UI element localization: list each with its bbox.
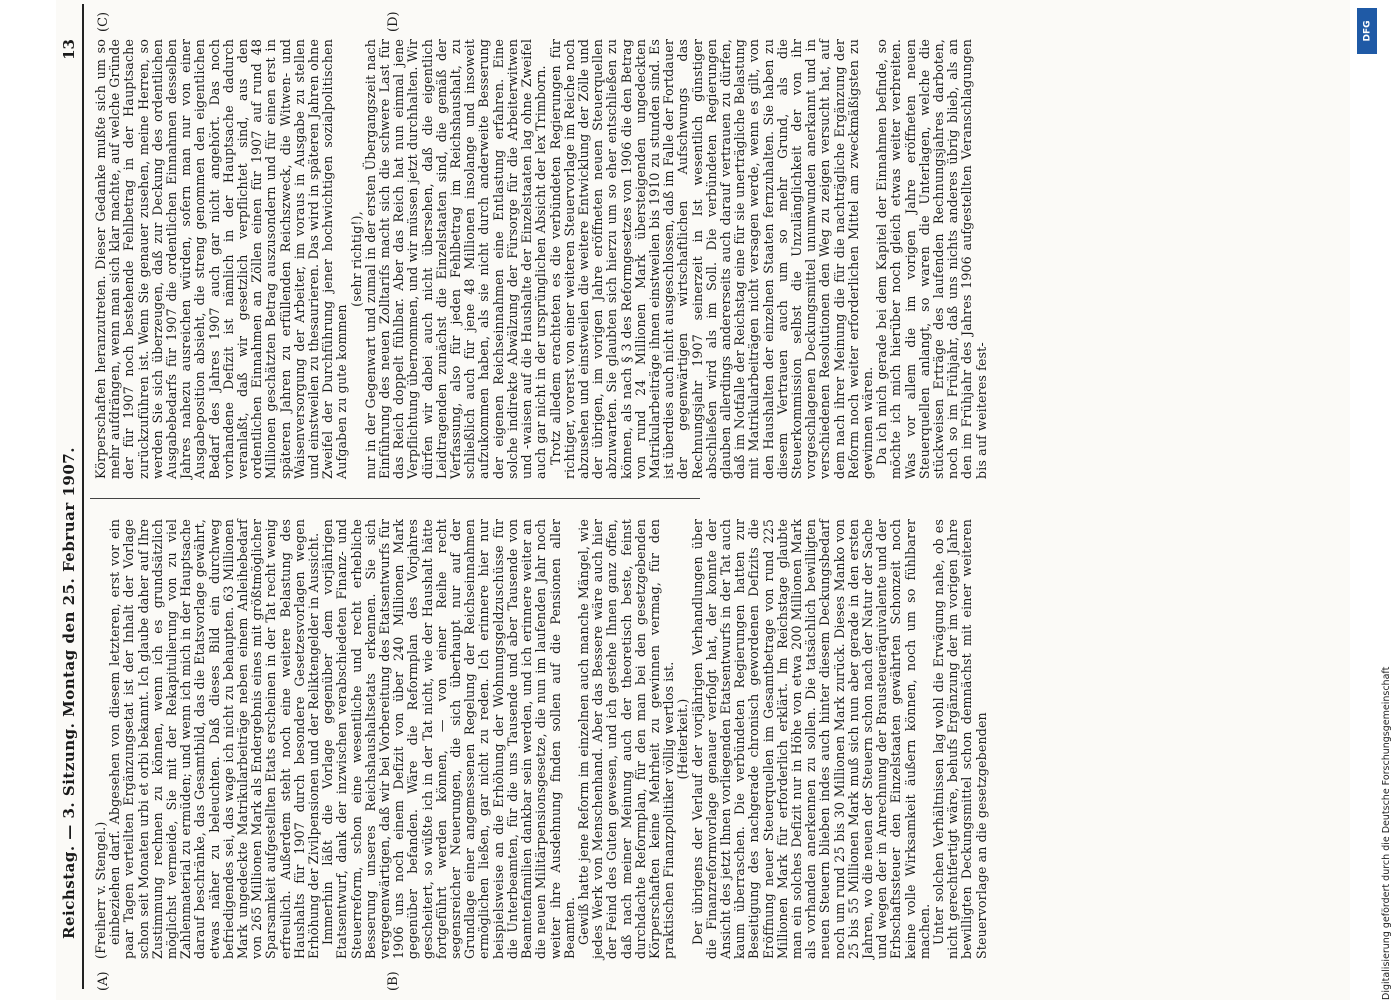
paragraph: Da ich mich gerade bei dem Kapitel der Einnahmen befinde, so möchte ich mich hierüber noch gleich etwas weiter verbreiten. Was vor allem die im vorigen Jahre eröffneten neuen Steuerquellen anlangt, so waren die Unterlagen, welche die stückweisen Erträge des laufenden Rechnungsjahres darboten, noch so im Frühjahr, daß uns nichts anderes übrig blieb, als an den im Frühjahr des Jahres 1906 aufgestellten Veranschlagungen bis auf weiteres fest- <box>874 39 989 479</box>
scanned-page <box>56 0 1375 1000</box>
paragraph: nur in der Gegenwart und zumal in der ersten Übergangszeit nach Einführung des neuen Zolltarifs macht sich die schwere Last für das Reich doppelt fühlbar. Aber das Reich hat nun einmal jene Verpflichtung übernommen, und wir müssen jetzt durchhalten. Wir dürfen wir dabei auch nicht übersehen, daß die eigentlich Leidtragenden zunächst die Einzelstaaten sind, die gemäß der Verfassung, also für jeden Fehlbetrag im Reichshaushalt, zu schließlich auch für jene 48 Millionen insolange und insoweit aufzukommen haben, als sie nicht durch anderweite Besserung der eigenen Reichseinnahmen eine Entlastung erfahren. Eine solche indirekte Abwälzung der Fürsorge für die Arbeiterwitwen und -waisen auf die Haushalte der Einzelstaaten lag ohne Zweifel auch gar nicht in der ursprünglichen Absicht der lex Trimborn. <box>362 39 549 479</box>
header-rule <box>82 4 84 989</box>
interjection: (sehr richtig!), <box>348 211 364 307</box>
dfg-logo-text: DFG <box>1362 20 1373 42</box>
page-number: 13 <box>60 39 78 60</box>
credit-text: Digitalisierung gefördert durch die Deutsche Forschungsgemeinschaft <box>1380 666 1392 1000</box>
speaker-label: (Freiherr v. Stengel.) <box>93 821 108 959</box>
running-header <box>56 0 82 999</box>
paragraph: einbeziehen darf. Abgesehen von diesem letzteren, erst vor ein paar Tagen verteilten Ergänzungsetat ist der Inhalt der Vorlage schon seit Monaten urbi et orbi bekannt. Ich glaube daher auf Ihre Zustimmung rechnen zu können, wenn ich es grundsätzlich möglichst vermeide, Sie mit der Rekapitulierung von zu viel Zahlenmaterial zu ermüden; und wenn ich mich in der Hauptsache darauf beschränke, das Gesamtbild, das die Etatsvorlage gewährt, etwas näher zu beleuchten. Daß dieses Bild ein durchweg befriedigendes sei, das wage ich nicht zu behaupten. 63 Millionen Mark ungedeckte Matrikularbeiträge neben einem Anleihebedarf von 265 Millionen Mark als Endergebnis eines mit größtmöglicher Sparsamkeit aufgestellten Etats erscheinen in der Tat recht wenig erfreulich. Außerdem steht noch eine weitere Belastung des Haushalts für 1907 durch besondere Gesetzesvorlagen wegen Erhöhung der Zivilpensionen und der Reliktengelder in Aussicht. <box>107 519 322 959</box>
right-column <box>93 39 989 479</box>
page-content <box>56 0 989 999</box>
margin-mark-a: (A) <box>96 971 111 991</box>
paragraph: Trotz alledem erachteten es die verbündeten Regierungen für richtiger, vorerst von einer weiteren Steuervorlage im Reiche noch abzusehen und einstweilen die weitere Entwicklung der Zölle und der übrigen, im vorigen Jahre eröffneten neuen Steuerquellen abzuwarten. Sie glaubten sich hierzu um so eher entschließen zu können, als nach § 3 des Reformgesetzes von 1906 die den Betrag von rund 24 Millionen Mark übersteigenden ungedeckten Matrikularbeiträge ihnen einstweilen bis 1910 zu stunden sind. Es ist überdies auch nicht ausgeschlossen, daß im Falle der Fortdauer der gegenwärtigen wirtschaftlichen Aufschwungs das Rechnungsjahr 1907 seinerzeit in Ist wesentlich günstiger abschließen wird als im Soll. Die verbündeten Regierungen glauben allerdings andererseits auch darauf vertrauen zu dürfen, daß im Notfalle der Reichstag eine für sie unerträgliche Belastung mit Matrikularbeiträgen nicht versagen werde, wenn es gilt, von den Haushalten der einzelnen Staaten fernzuhalten. Sie haben zu diesem Vertrauen auch um so mehr Grund, als die Steuerkommission selbst die Unzulänglichkeit der von ihr vorgeschlagenen Deckungsmittel unumwunden anerkannt und in verschiedenen Resolutionen den Weg zu zeigen versucht hat, auf dem nach ihrer Meinung die für die nachträgliche Ergänzung der Reform noch weiter erforderlichen Mittel am zweckmäßigsten zu gewinnen wären. <box>547 39 875 479</box>
dfg-logo <box>1357 8 1377 54</box>
paragraph: Körperschaften heranzutreten. Dieser Gedanke mußte sich um so mehr aufdrängen, wenn man sich klar machte, auf welche Gründe der für 1907 noch bestehende Fehlbetrag in der Hauptsache zurückzuführen ist. Wenn Sie genauer zusehen, meine Herren, so werden Sie sich überzeugen, daß zur Deckung des ordentlichen Ausgabebedarfs für 1907 die ordentlichen Einnahmen desselben Jahres nahezu ausreichen würden, sofern man nur von einer Ausgabeposition absieht, die streng genommen den eigentlichen Bedarf des Jahres 1907 auch gar nicht angehört. Das noch vorhandene Defizit ist nämlich in der Hauptsache dadurch veranlaßt, daß wir gesetzlich verpflichtet sind, aus den ordentlichen Einnahmen an Zöllen einen für 1907 auf rund 48 Millionen geschätzten Betrag auszusondern und für einen erst in späteren Jahren zu erfüllenden Reichszweck, die Witwen- und Waisenversorgung der Arbeiter, im voraus in Ausgabe zu stellen und einstweilen zu thesaurieren. Das wird in späteren Jahren ohne Zweifel der Durchführung jener hochwichtigen sozialpolitischen Aufgaben zu gute kommen <box>93 39 350 479</box>
paragraph: Unter solchen Verhältnissen lag wohl die Erwägung nahe, ob es nicht gerechtfertigt wäre, behufs Ergänzung der im vorigen Jahre bewilligten Deckungsmittel schon demnächst mit einer weiteren Steuervorlage an die gesetzgebenden <box>930 519 989 959</box>
margin-mark-d: (D) <box>386 11 401 32</box>
paragraph: Immerhin läßt die Vorlage gegenüber dem vorjährigen Etatsentwurf, dank der inzwischen verabschiedeten Finanz- und Steuerreform, schon eine wesentliche und recht erhebliche Besserung unseres Reichshaushaltsetats erkennen. Sie sich vergegenwärtigen, daß wir bei Vorbereitung des Etatsentwurfs für 1906 uns noch einem Defizit von über 240 Millionen Mark gegenüber befanden. Wäre die Reformplan des Vorjahres gescheitert, so wüßte ich in der Tat nicht, wie der Haushalt hätte fortgeführt werden können, — von einer Reihe recht segensreicher Neuerungen, die sich überhaupt nur auf der Grundlage einer angemessenen Regelung der Reichseinnahmen ermöglichen ließen, gar nicht zu reden. Ich erinnere hier nur beispielsweise an die Erhöhung der Wohnungsgeldzuschüsse für die Unterbeamten, für die uns Tausende und aber Tausende von Beamtenfamilien dankbar sein werden, und ich erinnere weiter an die neuen Militärpensionsgesetze, die nun im laufenden Jahr noch weiter ihre Ausdehnung finden sollen auf die Pensionen aller Beamten. <box>320 519 577 959</box>
paragraph: Der übrigens der Verlauf der vorjährigen Verhandlungen über die Finanzreformvorlage genauer verfolgt hat, der konnte der Ansicht des jetzt Ihnen vorliegenden Etatsentwurfs in der Tat auch kaum überraschen. Die verbündeten Regierungen hatten zur Beseitigung des nachgerade chronisch gewordenen Defizits die Eröffnung neuer Steuerquellen im Gesamtbetrage von rund 225 Millionen Mark für erforderlich erklärt. Im Reichstage glaubte man ein solches Defizit nur in Höhe von etwa 200 Millionen Mark als vorhanden anerkennen zu sollen. Die tatsächlich bewilligten neuen Steuern blieben indes auch hinter diesem Deckungsbedarf noch um rund 25 bis 30 Millionen Mark zurück. Dieses Manko von 25 bis 55 Millionen Mark muß sich nun aber gerade in den ersten Jahren, wo die neuen der Steuern schon nach der Natur der Sache und wegen der in Anrechnung der Brausteueräquivalente und der Erbschaftssteuer den Einzelstaaten gewährten Schonzeit noch keine volle Wirksamkeit äußern können, noch um so fühlbarer machen. <box>689 519 932 959</box>
digitization-credit <box>1350 0 1392 1000</box>
margin-mark-b: (B) <box>386 971 401 991</box>
left-column <box>93 519 989 959</box>
margin-mark-c: (C) <box>96 11 111 32</box>
column-separator <box>90 498 700 499</box>
header-title: Reichstag. — 3. Sitzung. Montag den 25. Februar 1907. <box>60 447 78 939</box>
interjection: (Heiterkeit.) <box>675 698 691 780</box>
paragraph: Gewiß hatte jene Reform im einzelnen auch manche Mängel, wie jedes Werk von Menschenhand. Aber das Bessere wäre auch hier der Feind des Guten gewesen, und ich gestehe Ihnen ganz offen, daß nach meiner Meinung auch der theoretisch beste, feinst durchdachte Reformplan, für den man bei den gesetzgebenden Körperschaften keine Mehrheit zu gewinnen vermag, für den praktischen Finanzpolitiker völlig wertlos ist. <box>575 519 677 959</box>
